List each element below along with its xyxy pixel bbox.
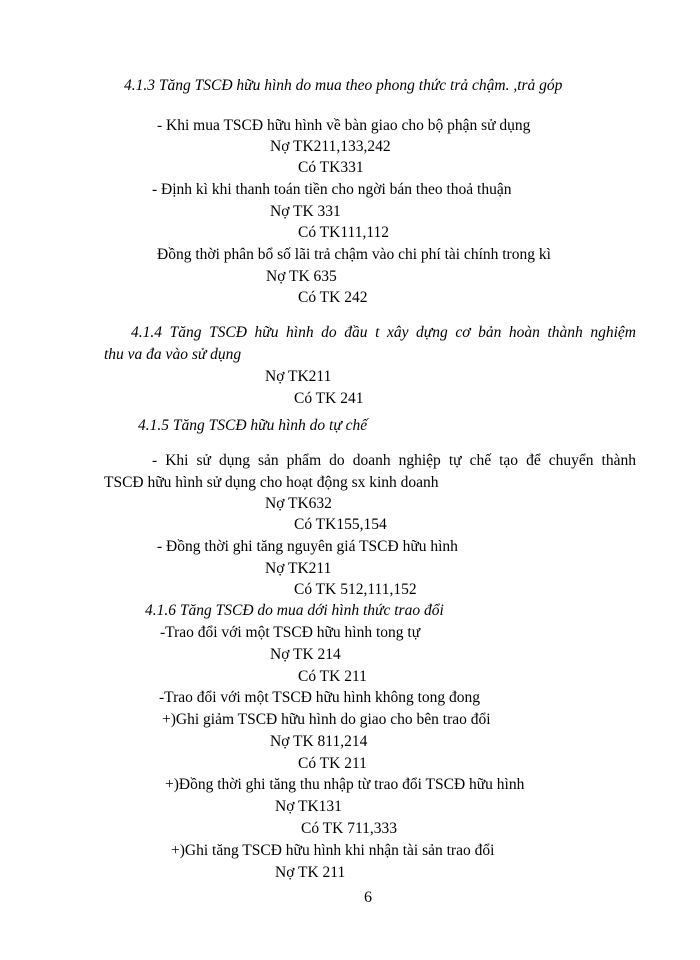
text-line: Đồng thời phân bổ số lãi trả chậm vào chi phí tài chính trong kì [157, 246, 551, 263]
credit-entry: Có TK 241 [294, 390, 364, 407]
text-line: - Định kì khi thanh toán tiền cho ngời bán theo thoả thuận [152, 181, 512, 198]
debit-entry: Nợ TK632 [265, 495, 332, 512]
text-line: +)Ghi giảm TSCĐ hữu hình do giao cho bên trao đổi [162, 711, 491, 728]
heading-4-1-6: 4.1.6 Tăng TSCĐ do mua dới hình thức trao đổi [145, 602, 444, 619]
text-line: -Trao đổi với một TSCĐ hữu hình không tong đong [159, 689, 481, 706]
text-line: TSCĐ hữu hình sử dụng cho hoạt động sx kinh doanh [104, 474, 439, 491]
text-line: - Khi sử dụng sản phẩm do doanh nghiệp tự chế tạo để chuyển thành [152, 452, 636, 469]
text-line: - Đồng thời ghi tăng nguyên giá TSCĐ hữu hình [157, 538, 458, 555]
credit-entry: Có TK111,112 [298, 224, 389, 241]
credit-entry: Có TK155,154 [294, 516, 387, 533]
text-line: +)Ghi tăng TSCĐ hữu hình khi nhận tài sản trao đổi [171, 842, 495, 859]
credit-entry: Có TK 211 [298, 668, 367, 685]
debit-entry: Nợ TK 331 [270, 203, 341, 220]
heading-4-1-5: 4.1.5 Tăng TSCĐ hữu hình do tự chế [138, 417, 368, 434]
heading-4-1-4: 4.1.4 Tăng TSCĐ hữu hình do đầu t xây dựng cơ bản hoàn thành nghiệm [131, 324, 636, 341]
debit-entry: Nợ TK211,133,242 [270, 138, 391, 155]
credit-entry: Có TK 211 [298, 755, 367, 772]
text-line: +)Đồng thời ghi tăng thu nhập từ trao đổi TSCĐ hữu hình [165, 776, 525, 793]
debit-entry: Nợ TK 635 [266, 268, 337, 285]
text-line: - Khi mua TSCĐ hữu hình về bàn giao cho bộ phận sử dụng [157, 117, 531, 134]
page-number: 6 [364, 889, 372, 906]
credit-entry: Có TK 242 [298, 289, 368, 306]
credit-entry: Có TK331 [298, 159, 364, 176]
heading-4-1-3: 4.1.3 Tăng TSCĐ hữu hình do mua theo phong thức trả chậm. ,trả góp [124, 77, 563, 94]
heading-4-1-4-cont: thu va đa vào sử dụng [104, 346, 242, 363]
debit-entry: Nợ TK 211 [275, 864, 346, 881]
debit-entry: Nợ TK211 [265, 368, 332, 385]
debit-entry: Nợ TK211 [265, 560, 332, 577]
text-line: -Trao đổi với một TSCĐ hữu hình tong tự [160, 624, 421, 641]
credit-entry: Có TK 512,111,152 [294, 581, 417, 598]
debit-entry: Nợ TK131 [275, 798, 342, 815]
credit-entry: Có TK 711,333 [301, 820, 398, 837]
debit-entry: Nợ TK 214 [270, 646, 341, 663]
debit-entry: Nợ TK 811,214 [270, 733, 368, 750]
